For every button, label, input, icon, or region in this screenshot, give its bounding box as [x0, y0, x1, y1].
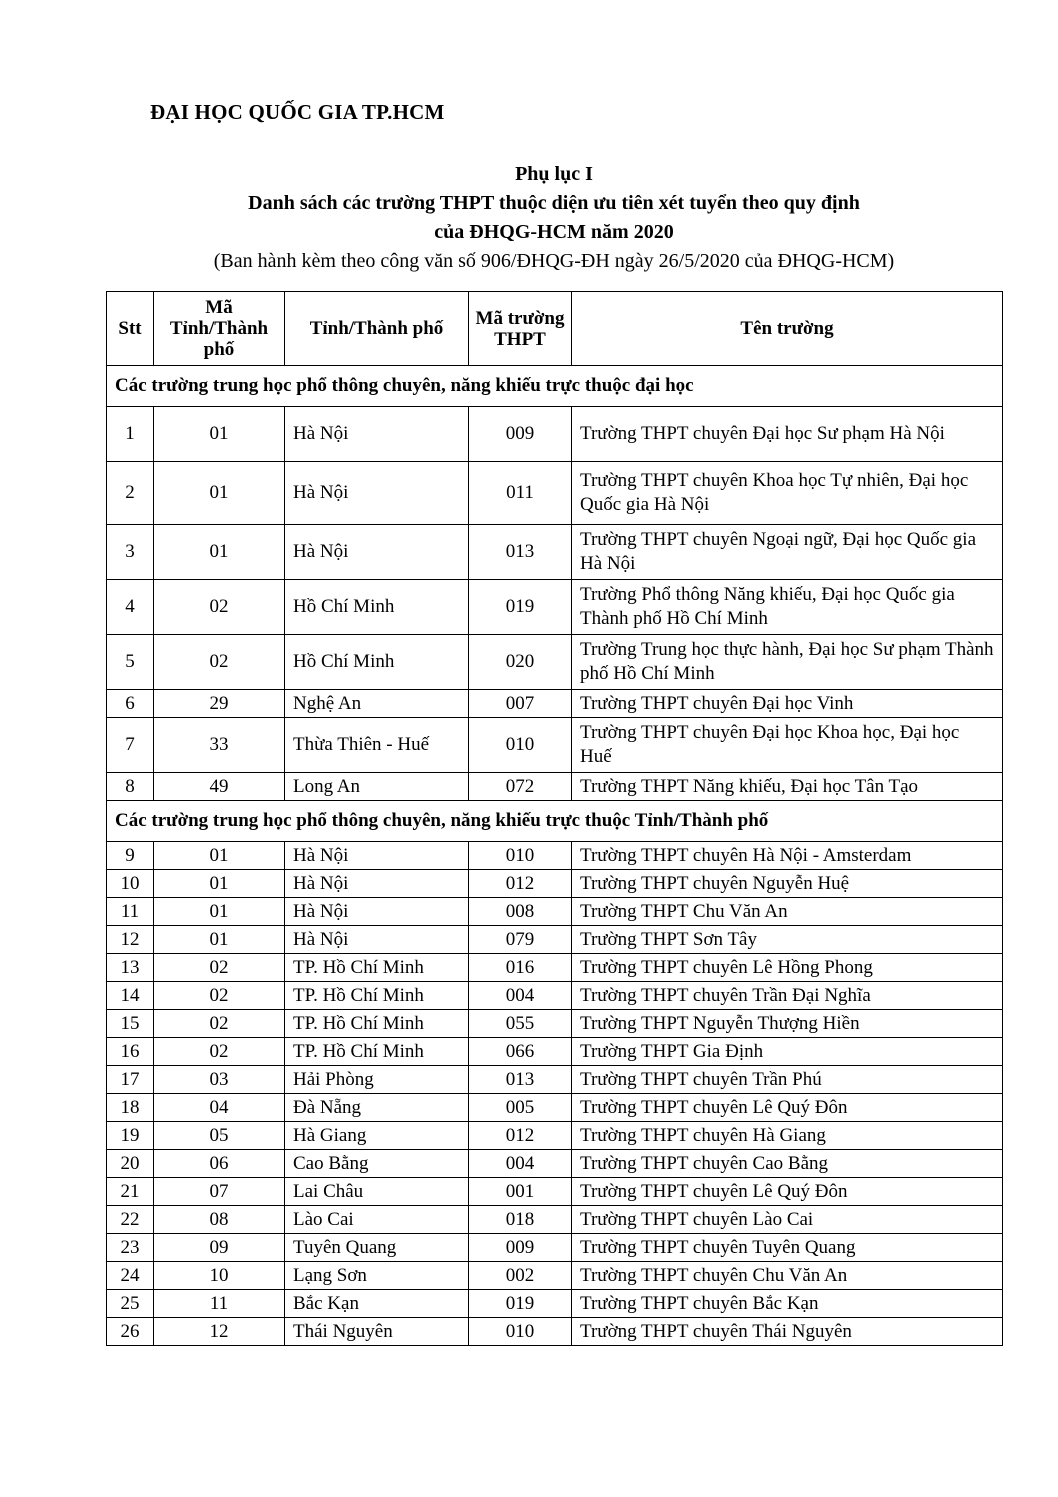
appendix-label: Phụ lục I: [515, 163, 593, 185]
table-row: [107, 1318, 1003, 1346]
cell-school-name: Trường THPT chuyên Thái Nguyên: [572, 1318, 1003, 1346]
col-header-school-name: Tên trường: [572, 292, 1003, 366]
table-row: [107, 718, 1003, 773]
cell-school-name: Trường THPT Sơn Tây: [572, 926, 1003, 954]
cell-school-code: 002: [469, 1262, 572, 1290]
cell-stt: 3: [107, 525, 154, 580]
cell-stt: 7: [107, 718, 154, 773]
cell-school-code: 005: [469, 1094, 572, 1122]
cell-stt: 9: [107, 842, 154, 870]
document-heading: [0, 160, 1058, 275]
cell-province: Hà Giang: [285, 1122, 469, 1150]
cell-province: Hải Phòng: [285, 1066, 469, 1094]
cell-province: Thừa Thiên - Huế: [285, 718, 469, 773]
cell-school-code: 055: [469, 1010, 572, 1038]
cell-school-name: Trường THPT chuyên Ngoại ngữ, Đại học Quốc gia Hà Nội: [572, 525, 1003, 580]
cell-school-code: 009: [469, 1234, 572, 1262]
cell-province-code: 08: [154, 1206, 285, 1234]
cell-province-code: 05: [154, 1122, 285, 1150]
cell-province-code: 07: [154, 1178, 285, 1206]
section-title: Các trường trung học phổ thông chuyên, năng khiếu trực thuộc đại học: [107, 366, 1003, 407]
cell-stt: 25: [107, 1290, 154, 1318]
cell-school-name: Trường THPT chuyên Lê Quý Đôn: [572, 1094, 1003, 1122]
table-header-row: [107, 292, 1003, 366]
cell-province: TP. Hồ Chí Minh: [285, 954, 469, 982]
cell-province-code: 01: [154, 898, 285, 926]
cell-stt: 24: [107, 1262, 154, 1290]
cell-stt: 5: [107, 635, 154, 690]
cell-province: Hồ Chí Minh: [285, 580, 469, 635]
table-row: [107, 870, 1003, 898]
cell-school-name: Trường THPT Chu Văn An: [572, 898, 1003, 926]
cell-school-name: Trường THPT Nguyễn Thượng Hiền: [572, 1010, 1003, 1038]
cell-stt: 14: [107, 982, 154, 1010]
cell-province: Lai Châu: [285, 1178, 469, 1206]
cell-province: Hà Nội: [285, 407, 469, 462]
cell-province-code: 10: [154, 1262, 285, 1290]
col-header-stt: Stt: [107, 292, 154, 366]
cell-school-code: 019: [469, 580, 572, 635]
table-row: [107, 407, 1003, 462]
cell-school-code: 001: [469, 1178, 572, 1206]
cell-province-code: 06: [154, 1150, 285, 1178]
cell-stt: 13: [107, 954, 154, 982]
cell-province: Thái Nguyên: [285, 1318, 469, 1346]
cell-school-code: 013: [469, 525, 572, 580]
cell-stt: 18: [107, 1094, 154, 1122]
cell-school-name: Trường Phổ thông Năng khiếu, Đại học Quốc gia Thành phố Hồ Chí Minh: [572, 580, 1003, 635]
table-row: [107, 982, 1003, 1010]
cell-province: Đà Nẵng: [285, 1094, 469, 1122]
table-row: [107, 1066, 1003, 1094]
cell-school-code: 004: [469, 1150, 572, 1178]
cell-province-code: 01: [154, 462, 285, 525]
cell-stt: 10: [107, 870, 154, 898]
cell-school-code: 007: [469, 690, 572, 718]
cell-school-name: Trường THPT chuyên Lê Hồng Phong: [572, 954, 1003, 982]
cell-school-code: 010: [469, 718, 572, 773]
cell-province-code: 09: [154, 1234, 285, 1262]
cell-stt: 22: [107, 1206, 154, 1234]
cell-stt: 17: [107, 1066, 154, 1094]
cell-province-code: 02: [154, 635, 285, 690]
cell-stt: 15: [107, 1010, 154, 1038]
section-header-row: [107, 801, 1003, 842]
table-row: [107, 1150, 1003, 1178]
table-row: [107, 1010, 1003, 1038]
table-row: [107, 773, 1003, 801]
cell-province-code: 02: [154, 1038, 285, 1066]
cell-school-code: 019: [469, 1290, 572, 1318]
cell-school-code: 012: [469, 870, 572, 898]
cell-province: TP. Hồ Chí Minh: [285, 1038, 469, 1066]
cell-school-name: Trường THPT chuyên Trần Đại Nghĩa: [572, 982, 1003, 1010]
cell-province: Hồ Chí Minh: [285, 635, 469, 690]
cell-province: Tuyên Quang: [285, 1234, 469, 1262]
table-row: [107, 580, 1003, 635]
cell-province-code: 49: [154, 773, 285, 801]
cell-stt: 26: [107, 1318, 154, 1346]
cell-province-code: 33: [154, 718, 285, 773]
cell-school-name: Trường THPT chuyên Đại học Khoa học, Đại học Huế: [572, 718, 1003, 773]
cell-province-code: 02: [154, 982, 285, 1010]
cell-province: Cao Bằng: [285, 1150, 469, 1178]
cell-province-code: 03: [154, 1066, 285, 1094]
cell-school-code: 066: [469, 1038, 572, 1066]
cell-school-code: 072: [469, 773, 572, 801]
cell-province: Lạng Sơn: [285, 1262, 469, 1290]
cell-school-name: Trường THPT chuyên Cao Bằng: [572, 1150, 1003, 1178]
cell-school-name: Trường THPT chuyên Tuyên Quang: [572, 1234, 1003, 1262]
cell-stt: 20: [107, 1150, 154, 1178]
table-row: [107, 690, 1003, 718]
cell-school-name: Trường THPT chuyên Đại học Vinh: [572, 690, 1003, 718]
table-row: [107, 954, 1003, 982]
cell-stt: 4: [107, 580, 154, 635]
cell-school-name: Trường THPT chuyên Bắc Kạn: [572, 1290, 1003, 1318]
cell-province-code: 04: [154, 1094, 285, 1122]
document-subtitle: (Ban hành kèm theo công văn số 906/ĐHQG-ĐH ngày 26/5/2020 của ĐHQG-HCM): [213, 250, 895, 272]
table-row: [107, 1234, 1003, 1262]
cell-province: Hà Nội: [285, 898, 469, 926]
cell-stt: 6: [107, 690, 154, 718]
table-row: [107, 525, 1003, 580]
cell-stt: 12: [107, 926, 154, 954]
cell-province: Hà Nội: [285, 842, 469, 870]
cell-province: Bắc Kạn: [285, 1290, 469, 1318]
cell-province-code: 02: [154, 1010, 285, 1038]
cell-stt: 1: [107, 407, 154, 462]
table-row: [107, 926, 1003, 954]
cell-stt: 11: [107, 898, 154, 926]
col-header-province: Tỉnh/Thành phố: [285, 292, 469, 366]
section-title: Các trường trung học phổ thông chuyên, năng khiếu trực thuộc Tỉnh/Thành phố: [107, 801, 1003, 842]
organization-name: ĐẠI HỌC QUỐC GIA TP.HCM: [150, 100, 445, 124]
cell-province-code: 12: [154, 1318, 285, 1346]
cell-school-name: Trường THPT chuyên Khoa học Tự nhiên, Đại học Quốc gia Hà Nội: [572, 462, 1003, 525]
table-row: [107, 1262, 1003, 1290]
cell-school-code: 018: [469, 1206, 572, 1234]
cell-school-name: Trường THPT chuyên Chu Văn An: [572, 1262, 1003, 1290]
cell-school-name: Trường THPT chuyên Nguyễn Huệ: [572, 870, 1003, 898]
cell-school-code: 011: [469, 462, 572, 525]
section-header-row: [107, 366, 1003, 407]
cell-province: Hà Nội: [285, 870, 469, 898]
cell-province-code: 01: [154, 926, 285, 954]
cell-stt: 23: [107, 1234, 154, 1262]
cell-school-name: Trường THPT Năng khiếu, Đại học Tân Tạo: [572, 773, 1003, 801]
cell-school-name: Trường THPT chuyên Đại học Sư phạm Hà Nội: [572, 407, 1003, 462]
table-row: [107, 1178, 1003, 1206]
cell-province: Lào Cai: [285, 1206, 469, 1234]
col-header-province-code: Mã Tỉnh/Thành phố: [154, 292, 285, 366]
table-row: [107, 462, 1003, 525]
cell-school-code: 016: [469, 954, 572, 982]
table-row: [107, 1206, 1003, 1234]
cell-school-name: Trường THPT chuyên Hà Nội - Amsterdam: [572, 842, 1003, 870]
cell-school-code: 009: [469, 407, 572, 462]
cell-school-name: Trường THPT chuyên Hà Giang: [572, 1122, 1003, 1150]
cell-province: Hà Nội: [285, 525, 469, 580]
cell-province: Hà Nội: [285, 926, 469, 954]
cell-school-code: 010: [469, 842, 572, 870]
table-row: [107, 898, 1003, 926]
table-row: [107, 842, 1003, 870]
table-row: [107, 1290, 1003, 1318]
cell-school-name: Trường Trung học thực hành, Đại học Sư phạm Thành phố Hồ Chí Minh: [572, 635, 1003, 690]
cell-school-code: 013: [469, 1066, 572, 1094]
cell-province-code: 11: [154, 1290, 285, 1318]
document-title-line2: của ĐHQG-HCM năm 2020: [434, 221, 674, 243]
cell-province: TP. Hồ Chí Minh: [285, 982, 469, 1010]
cell-province-code: 01: [154, 870, 285, 898]
cell-school-name: Trường THPT Gia Định: [572, 1038, 1003, 1066]
cell-school-name: Trường THPT chuyên Lào Cai: [572, 1206, 1003, 1234]
cell-school-code: 004: [469, 982, 572, 1010]
table-row: [107, 1094, 1003, 1122]
cell-school-code: 012: [469, 1122, 572, 1150]
cell-school-name: Trường THPT chuyên Trần Phú: [572, 1066, 1003, 1094]
cell-school-code: 008: [469, 898, 572, 926]
cell-province-code: 29: [154, 690, 285, 718]
cell-province: Nghệ An: [285, 690, 469, 718]
cell-province: Long An: [285, 773, 469, 801]
cell-province-code: 02: [154, 954, 285, 982]
cell-province-code: 01: [154, 407, 285, 462]
document-title-line1: Danh sách các trường THPT thuộc diện ưu tiên xét tuyển theo quy định: [248, 192, 860, 214]
cell-province-code: 01: [154, 842, 285, 870]
cell-province: TP. Hồ Chí Minh: [285, 1010, 469, 1038]
cell-stt: 8: [107, 773, 154, 801]
table-row: [107, 1038, 1003, 1066]
cell-stt: 2: [107, 462, 154, 525]
cell-school-code: 020: [469, 635, 572, 690]
cell-province-code: 01: [154, 525, 285, 580]
cell-school-name: Trường THPT chuyên Lê Quý Đôn: [572, 1178, 1003, 1206]
table-row: [107, 1122, 1003, 1150]
cell-stt: 16: [107, 1038, 154, 1066]
cell-province-code: 02: [154, 580, 285, 635]
table-row: [107, 635, 1003, 690]
col-header-school-code: Mã trường THPT: [469, 292, 572, 366]
cell-stt: 21: [107, 1178, 154, 1206]
cell-school-code: 079: [469, 926, 572, 954]
school-list-table: [106, 291, 1003, 1346]
cell-school-code: 010: [469, 1318, 572, 1346]
cell-province: Hà Nội: [285, 462, 469, 525]
cell-stt: 19: [107, 1122, 154, 1150]
